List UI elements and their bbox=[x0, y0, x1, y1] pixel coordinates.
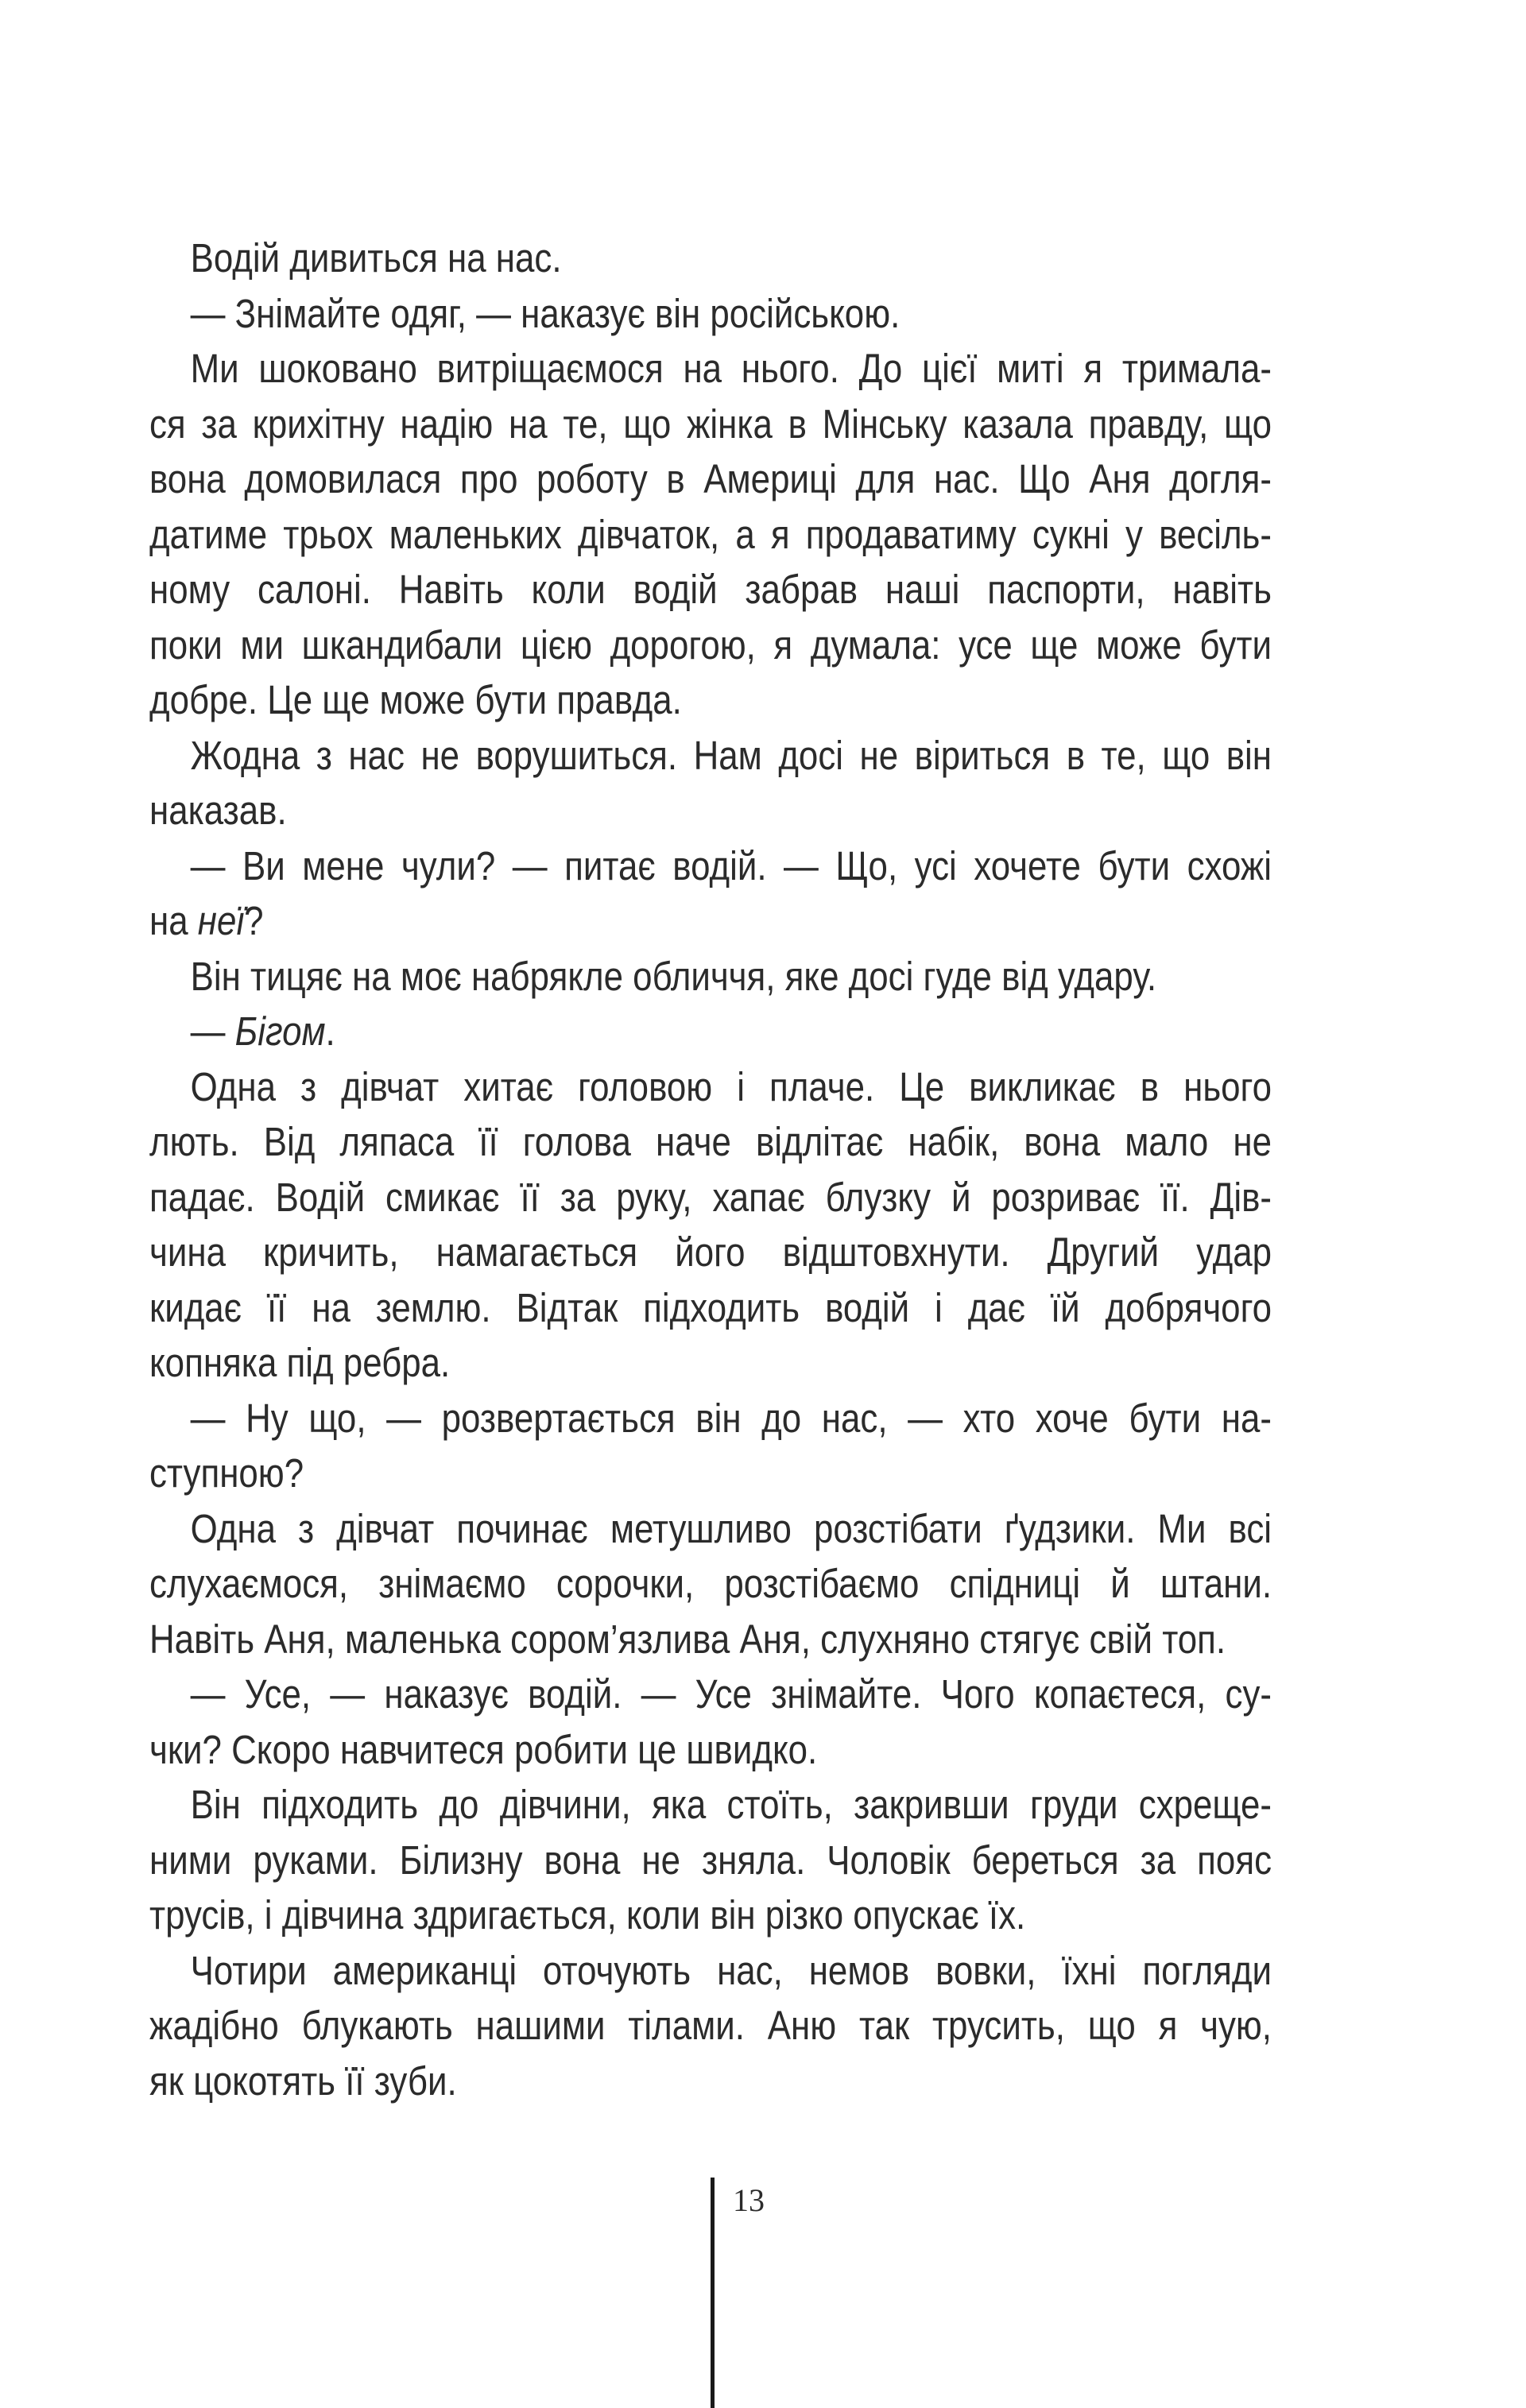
emphasized-word: Бігом bbox=[234, 1008, 326, 1054]
text-line-content: ступною? bbox=[149, 1450, 304, 1496]
text-line bbox=[149, 728, 1272, 784]
text-line bbox=[149, 230, 1272, 286]
text-line bbox=[149, 1833, 1272, 1888]
text-line bbox=[149, 507, 1272, 563]
text-line-content: копняка під ребра. bbox=[149, 1340, 451, 1385]
text-line-content: Водій дивиться на нас. bbox=[190, 235, 562, 281]
text-line bbox=[149, 1556, 1272, 1612]
text-line-content: ся за крихітну надію на те, що жінка в Мінську казала правду, що bbox=[149, 401, 1272, 447]
text-line bbox=[149, 1943, 1272, 1999]
text-line-content: — Ну що, — розвертається він до нас, — хто хоче бути на- bbox=[190, 1395, 1272, 1441]
text-line-content: — bbox=[190, 1008, 235, 1054]
body-text bbox=[149, 230, 1272, 2108]
text-line bbox=[149, 783, 1272, 838]
text-line bbox=[149, 672, 1272, 728]
text-line bbox=[149, 451, 1272, 507]
text-line-content: кидає її на землю. Відтак підходить водій і дає їй добрячого bbox=[149, 1284, 1272, 1330]
text-line bbox=[149, 562, 1272, 617]
text-line bbox=[149, 1114, 1272, 1170]
text-line bbox=[149, 617, 1272, 673]
text-line bbox=[149, 1335, 1272, 1391]
text-line-content: трусів, і дівчина здригається, коли він різко опускає їх. bbox=[149, 1892, 1026, 1938]
text-line-content: датиме трьох маленьких дівчаток, а я продаватиму сукні у весіль- bbox=[149, 511, 1272, 557]
text-line-content: слухаємося, знімаємо сорочки, розстібаємо спідниці й штани. bbox=[149, 1561, 1272, 1606]
text-line-content: лють. Від ляпаса її голова наче відлітає набік, вона мало не bbox=[149, 1119, 1272, 1164]
text-line-content: — Ви мене чули? — питає водій. — Що, усі хочете бути схожі bbox=[190, 842, 1272, 888]
text-line bbox=[149, 341, 1272, 397]
text-line bbox=[149, 1391, 1272, 1446]
text-line-content: Ми шоковано витріщаємося на нього. До цієї миті я трималa- bbox=[190, 346, 1272, 391]
page-number-rule bbox=[711, 2178, 715, 2408]
text-line-content: Навіть Аня, маленька сором’язлива Аня, слухняно стягує свій топ. bbox=[149, 1616, 1226, 1662]
text-line-content: вона домовилася про роботу в Америці для нас. Що Аня догля- bbox=[149, 456, 1272, 501]
text-line bbox=[149, 1170, 1272, 1225]
text-line bbox=[149, 1501, 1272, 1557]
text-line bbox=[149, 286, 1272, 342]
text-line bbox=[149, 838, 1272, 894]
emphasized-word: неї bbox=[197, 898, 245, 943]
text-line bbox=[149, 2054, 1272, 2109]
text-line-content: як цокотять її зуби. bbox=[149, 2058, 457, 2104]
text-line-content: — Усе, — наказує водій. — Усе знімайте. Чого копаєтеся, су- bbox=[190, 1671, 1272, 1717]
text-line bbox=[149, 1722, 1272, 1778]
text-line-content: — Знімайте одяг, — наказує він російською. bbox=[190, 290, 900, 336]
text-line-content: Він підходить до дівчини, яка стоїть, закривши груди схреще- bbox=[190, 1782, 1272, 1827]
text-line bbox=[149, 1612, 1272, 1667]
page-number: 13 bbox=[733, 2182, 765, 2218]
text-line-content: чина кричить, намагається його відштовхнути. Другий удар bbox=[149, 1229, 1272, 1275]
text-line bbox=[149, 1446, 1272, 1501]
text-line-content: поки ми шкандибали цією дорогою, я думала: усе ще може бути bbox=[149, 621, 1272, 668]
text-line-content: на bbox=[149, 898, 198, 943]
text-line-tail: ? bbox=[244, 898, 264, 943]
text-line-tail: . bbox=[325, 1008, 335, 1054]
text-line bbox=[149, 1998, 1272, 2054]
text-line bbox=[149, 1059, 1272, 1115]
text-line-content: падає. Водій смикає її за руку, хапає блузку й розриває її. Дів- bbox=[149, 1174, 1272, 1220]
text-line-content: Чотири американці оточують нас, немов вовки, їхні погляди bbox=[190, 1947, 1272, 1993]
text-line bbox=[149, 893, 1272, 949]
text-line bbox=[149, 1280, 1272, 1336]
text-line-content: ними руками. Білизну вона не зняла. Чоловік береться за пояс bbox=[149, 1837, 1272, 1883]
text-line bbox=[149, 1777, 1272, 1833]
text-line bbox=[149, 1887, 1272, 1943]
text-line-content: Він тицяє на моє набрякле обличчя, яке досі гуде від удару. bbox=[190, 953, 1157, 999]
text-line-content: Жодна з нас не ворушиться. Нам досі не віриться в те, що він bbox=[190, 732, 1272, 778]
text-line-content: чки? Скоро навчитеся робити це швидко. bbox=[149, 1726, 818, 1772]
text-line-content: Одна з дівчат починає метушливо розстібати ґудзики. Ми всі bbox=[190, 1505, 1272, 1551]
text-line bbox=[149, 949, 1272, 1005]
text-line bbox=[149, 1004, 1272, 1059]
text-line bbox=[149, 397, 1272, 452]
text-line-content: жадібно блукають нашими тілами. Аню так трусить, що я чую, bbox=[149, 2003, 1272, 2048]
text-line-content: добре. Це ще може бути правда. bbox=[149, 677, 682, 722]
text-line-content: ному салоні. Навіть коли водій забрав наші паспорти, навіть bbox=[149, 567, 1272, 612]
text-line bbox=[149, 1225, 1272, 1280]
text-line bbox=[149, 1667, 1272, 1722]
text-line-content: Одна з дівчат хитає головою і плаче. Це викликає в нього bbox=[190, 1063, 1272, 1109]
text-line-content: наказав. bbox=[149, 788, 287, 833]
